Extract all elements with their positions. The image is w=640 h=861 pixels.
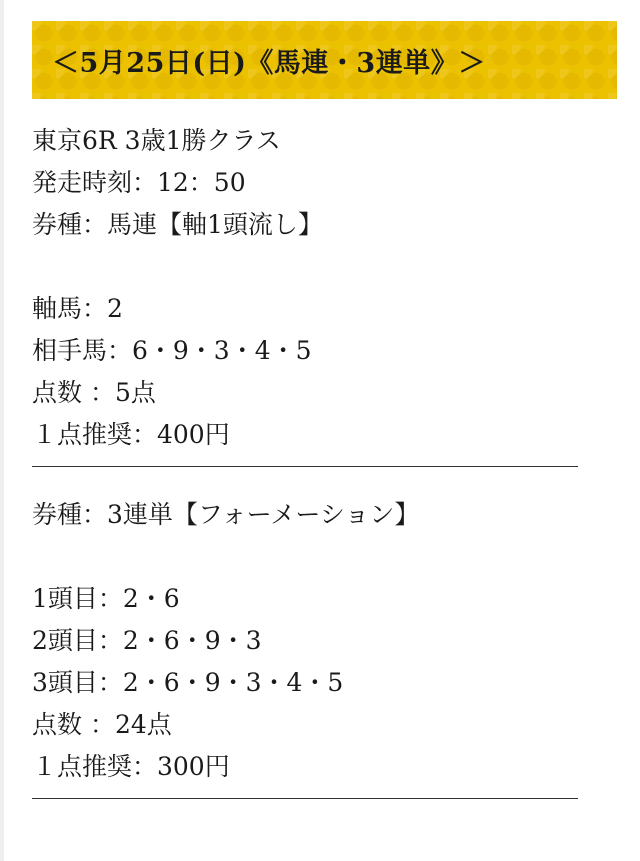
umaren-axis-horse: 軸馬：2 bbox=[32, 294, 123, 323]
sanrentan-first: 1頭目：2・6 bbox=[32, 584, 180, 613]
sanrentan-recommend: １点推奨：300円 bbox=[32, 752, 230, 781]
section-divider bbox=[32, 798, 578, 799]
umaren-ticket-type: 券種：馬連【軸1頭流し】 bbox=[32, 210, 323, 239]
sanrentan-ticket-type: 券種：3連単【フォーメーション】 bbox=[32, 500, 420, 529]
header-banner bbox=[32, 21, 617, 99]
blank-line bbox=[32, 536, 592, 578]
umaren-points: 点数 ：5点 bbox=[32, 378, 156, 407]
sanrentan-third: 3頭目：2・6・9・3・4・5 bbox=[32, 668, 344, 697]
sanrentan-points: 点数 ：24点 bbox=[32, 710, 172, 739]
start-time: 発走時刻：12：50 bbox=[32, 168, 246, 197]
umaren-partner-horses: 相手馬：6・9・3・4・5 bbox=[32, 336, 312, 365]
header-title: ＜5月25日(日)《馬連・3連単》＞ bbox=[52, 47, 486, 79]
article-body bbox=[32, 120, 592, 826]
umaren-recommend: １点推奨：400円 bbox=[32, 420, 230, 449]
left-edge-rule bbox=[0, 0, 4, 861]
race-name: 東京6R 3歳1勝クラス bbox=[32, 126, 281, 155]
sanrentan-second: 2頭目：2・6・9・3 bbox=[32, 626, 262, 655]
blank-line bbox=[32, 246, 592, 288]
section-divider bbox=[32, 466, 578, 467]
